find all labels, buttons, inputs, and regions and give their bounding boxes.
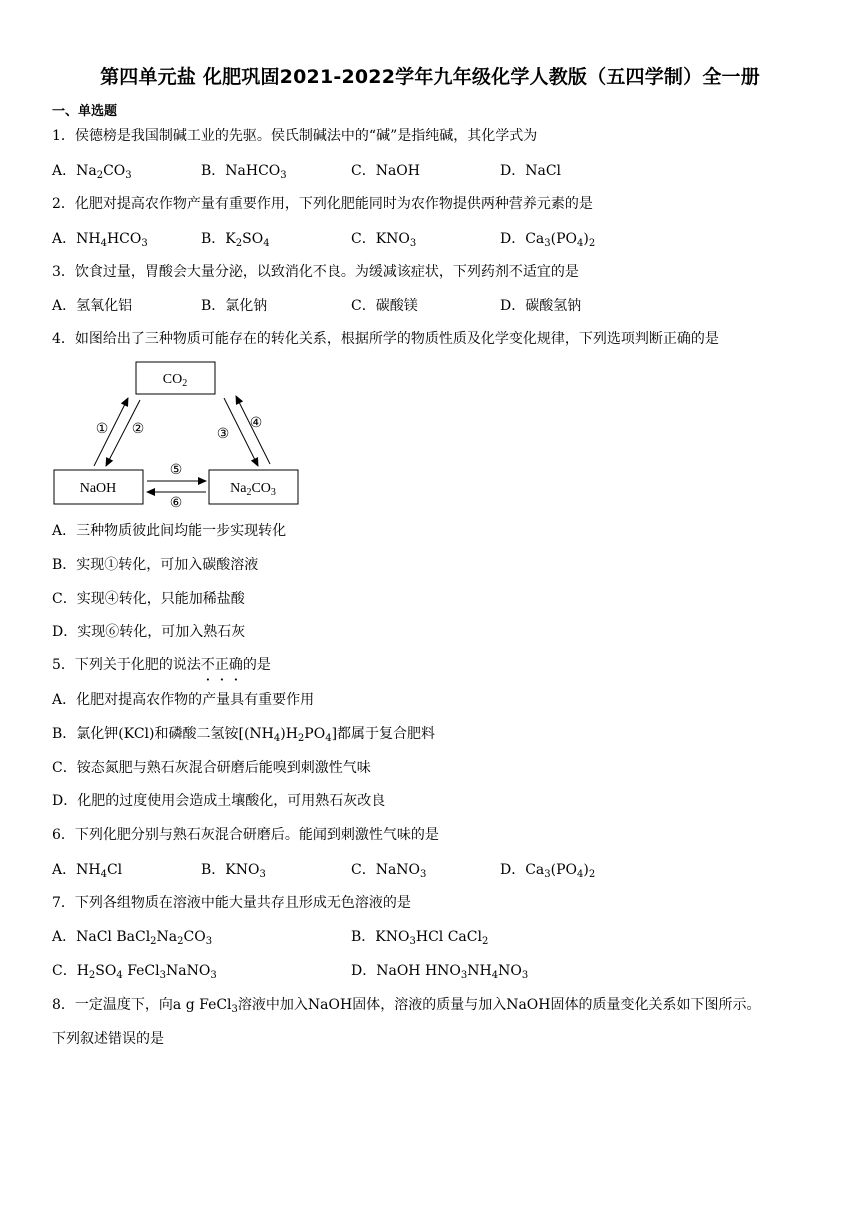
q5-stem-prefix: 5．下列关于化肥的说法 <box>52 657 201 673</box>
q5-stem-suffix: 的是 <box>242 657 271 673</box>
na2co3-label: $Na_2CO_3$ <box>230 481 276 498</box>
label-3: ③ <box>216 426 230 442</box>
q2-option-d[interactable]: D．$Ca_3(PO_4)_2$ <box>500 231 596 249</box>
q5-option-b[interactable]: B．氯化钾(KCl)和磷酸二氢铵$[(NH_4)H_2PO_4]$都属于复合肥料 <box>52 726 436 744</box>
q4-option-a[interactable]: A．三种物质彼此间均能一步实现转化 <box>52 523 287 539</box>
label-5: ⑤ <box>169 462 183 478</box>
q4-option-b[interactable]: B．实现①转化，可加入碳酸溶液 <box>52 557 259 573</box>
q7-option-a[interactable]: A．NaCl $BaCl_2Na_2CO_3$ <box>52 929 213 947</box>
q6-option-d[interactable]: D．$Ca_3(PO_4)_2$ <box>500 862 596 880</box>
question-8-stem-line1: 8．一定温度下，向a g FeCl$_3$溶液中加入NaOH固体，溶液的质量与加入NaOH固体的质量变化关系如下图所示。 <box>52 997 761 1015</box>
q7-option-b[interactable]: B．$KNO_3HCl$ CaCl$_2$ <box>351 929 489 947</box>
q1-option-a[interactable]: A．$Na_2CO_3$ <box>52 163 132 181</box>
question-6-stem: 6．下列化肥分别与熟石灰混合研磨后。能闻到刺激性气味的是 <box>52 827 439 843</box>
q5-option-a[interactable]: A．化肥对提高农作物的产量具有重要作用 <box>52 692 315 708</box>
emphasis-char: 正 <box>214 657 229 673</box>
q6-option-c[interactable]: C．NaNO$_3$ <box>351 862 427 880</box>
q1-option-c[interactable]: C．NaOH <box>351 163 420 179</box>
q5-emphasis <box>201 657 243 673</box>
q1-option-d[interactable]: D．NaCl <box>500 163 562 179</box>
conversion-diagram <box>52 356 302 508</box>
question-7-stem: 7．下列各组物质在溶液中能大量共存且形成无色溶液的是 <box>52 895 411 911</box>
question-7-options-row1 <box>52 927 832 947</box>
label-2: ② <box>131 421 145 437</box>
q5-option-c[interactable]: C．铵态氮肥与熟石灰混合研磨后能嗅到刺激性气味 <box>52 760 371 776</box>
q3-option-b[interactable]: B．氯化钠 <box>201 298 268 314</box>
emphasis-char: 不 <box>200 657 215 673</box>
question-3-stem: 3．饮食过量，胃酸会大量分泌，以致消化不良。为缓减该症状，下列药剂不适宜的是 <box>52 264 579 280</box>
q7-option-d[interactable]: D．NaOH $HNO_3NH_4NO_3$ <box>351 963 529 981</box>
co2-label: $CO_2$ <box>162 372 188 389</box>
question-1-options <box>52 161 832 181</box>
q5-option-d[interactable]: D．化肥的过度使用会造成土壤酸化，可用熟石灰改良 <box>52 793 386 809</box>
q6-option-b[interactable]: B．$KNO_3$ <box>201 862 266 880</box>
question-6-options <box>52 860 832 880</box>
q3-option-d[interactable]: D．碳酸氢钠 <box>500 298 582 314</box>
q3-option-c[interactable]: C．碳酸镁 <box>351 298 418 314</box>
question-1-stem: 1．侯德榜是我国制碱工业的先驱。侯氏制碱法中的“碱”是指纯碱，其化学式为 <box>52 128 538 144</box>
question-4-stem: 4．如图给出了三种物质可能存在的转化关系，根据所学的物质性质及化学变化规律，下列选项判断正确的是 <box>52 331 719 347</box>
q3-option-a[interactable]: A．氢氧化铝 <box>52 298 133 314</box>
naoh-label: NaOH <box>79 481 117 496</box>
emphasis-char: 确 <box>228 657 243 673</box>
question-7-options-row2 <box>52 961 832 981</box>
q4-option-c[interactable]: C．实现④转化，只能加稀盐酸 <box>52 591 245 607</box>
q7-option-c[interactable]: C．$H_2SO_4$ FeCl$_3$NaNO$_3$ <box>52 963 217 981</box>
q1-option-b[interactable]: B．NaHCO$_3$ <box>201 163 287 181</box>
question-3-options <box>52 296 832 316</box>
page-title: 第四单元盐 化肥巩固2021-2022学年九年级化学人教版（五四学制）全一册 <box>100 66 760 88</box>
label-4: ④ <box>249 415 263 431</box>
q6-option-a[interactable]: A．$NH_4Cl$ <box>52 862 123 880</box>
section-heading: 一、单选题 <box>52 104 118 119</box>
question-5-stem <box>52 655 271 675</box>
q2-option-a[interactable]: A．$NH_4HCO_3$ <box>52 231 148 249</box>
label-1: ① <box>95 421 109 437</box>
label-6: ⑥ <box>169 495 183 508</box>
q2-option-b[interactable]: B．$K_2SO_4$ <box>201 231 270 249</box>
question-8-stem-line2: 下列叙述错误的是 <box>52 1031 164 1047</box>
q4-option-d[interactable]: D．实现⑥转化，可加入熟石灰 <box>52 624 246 640</box>
question-2-options <box>52 229 832 249</box>
q2-option-c[interactable]: C．$KNO_3$ <box>351 231 417 249</box>
question-2-stem: 2．化肥对提高农作物产量有重要作用，下列化肥能同时为农作物提供两种营养元素的是 <box>52 196 593 212</box>
